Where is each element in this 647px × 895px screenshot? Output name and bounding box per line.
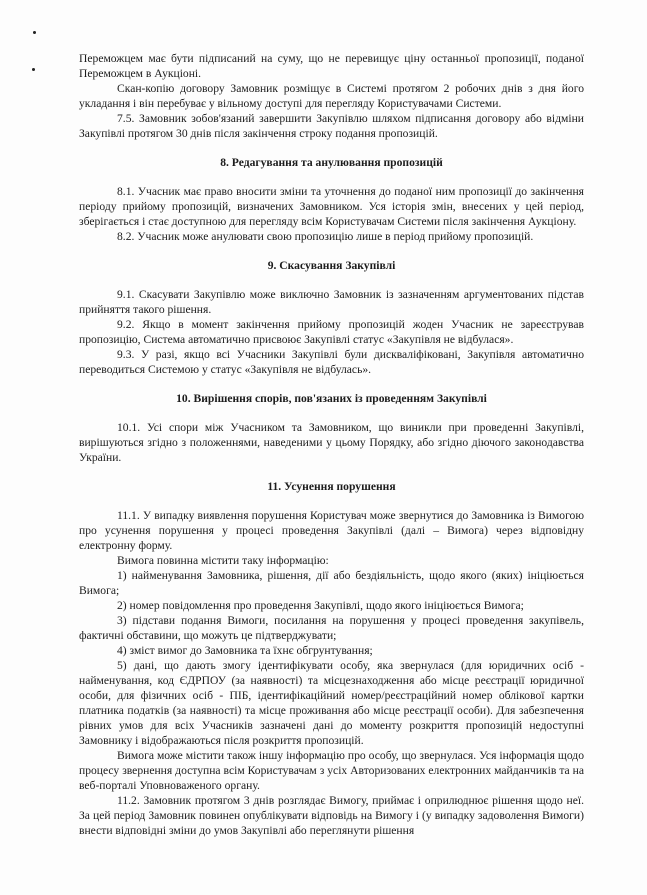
paragraph: 11.2. Замовник протягом 3 днів розглядає Вимогу, приймає і оприлюднює рішення щодо неї. За цей період Замовник повинен опублікувати відповідь на Вимогу і (у випадку задоволення Вимоги) внести відповідні зміни до умов Закупівлі або переглянути рішення — [79, 794, 584, 837]
list-item: 3) підстави подання Вимоги, посилання на порушення у процесі проведення закупівель, фактичні обставини, що можуть це підтверджувати; — [79, 614, 584, 642]
section-heading-8: 8. Редагування та анулювання пропозицій — [220, 156, 443, 169]
section-heading-11: 11. Усунення порушення — [267, 480, 396, 493]
scan-mark — [33, 31, 36, 34]
document-body — [79, 51, 584, 838]
paragraph: 9.3. У разі, якщо всі Учасники Закупівлі були дискваліфіковані, Закупівля автоматично переводиться Системою у статус «Закупівля не відбулась». — [79, 348, 584, 376]
list-item: 1) найменування Замовника, рішення, дії або бездіяльність, щодо якого (яких) ініціюється Вимога; — [79, 569, 584, 597]
paragraph: Переможцем має бути підписаний на суму, що не перевищує ціну останньої пропозиції, поданої Переможцем в Аукціоні. — [79, 52, 584, 80]
paragraph: Вимога може містити також іншу інформацію про особу, що звернулася. Уся інформація щодо процесу звернення доступна всім Користувачам з усіх Авторизованих електронних майданчиків та на веб-порталі Уповноваженого органу. — [79, 749, 584, 792]
section-heading-9: 9. Скасування Закупівлі — [267, 259, 396, 272]
paragraph: 10.1. Усі спори між Учасником та Замовником, що виникли при проведенні Закупівлі, вирішуються згідно з положеннями, наведеними у цьому Порядку, або згідно діючого законодавства України. — [79, 421, 584, 464]
paragraph: 9.2. Якщо в момент закінчення прийому пропозицій жоден Учасник не зареєстрував пропозицію, Система автоматично присвоює Закупівлі статус «Закупівля не відбулася». — [79, 318, 584, 346]
list-item: 2) номер повідомлення про проведення Закупівлі, щодо якого ініціюється Вимога; — [117, 599, 524, 612]
section-heading-10: 10. Вирішення спорів, пов'язаних із проведенням Закупівлі — [176, 392, 487, 405]
paragraph: 9.1. Скасувати Закупівлю може виключно Замовник із зазначенням аргументованих підстав прийняття такого рішення. — [79, 288, 584, 316]
scan-mark — [32, 68, 35, 71]
paragraph: Вимога повинна містити таку інформацію: — [117, 554, 329, 567]
paragraph: 11.1. У випадку виявлення порушення Користувач може звернутися до Замовника із Вимогою про усунення порушення у процесі проведення Закупівлі (далі – Вимога) через відповідну електронну форму. — [79, 509, 584, 552]
list-item: 4) зміст вимог до Замовника та їхнє обгрунтування; — [117, 644, 373, 657]
paragraph: 7.5. Замовник зобов'язаний завершити Закупівлю шляхом підписання договору або відміни Закупівлі протягом 30 днів після закінчення строку подання пропозицій. — [79, 112, 584, 140]
paragraph: Скан-копію договору Замовник розміщує в Системі протягом 2 робочих днів з дня його укладання і він перебуває у вільному доступі для перегляду Користувачами Системи. — [79, 82, 584, 110]
list-item: 5) дані, що дають змогу ідентифікувати особу, яка звернулася (для юридичних осіб - найменування, код ЄДРПОУ (за наявності) та місцезнаходження або місце реєстрації юридичної особи, для фізичних осіб - ПІБ, ідентифікаційний номер/реєстраційний номер облікової картки платника податків (за наявності) та місце проживання або місце реєстрації особи). Для забезпечення рівних умов для всіх Учасників зазначені дані до моменту розкриття пропозицій недоступні Замовнику і відображаються після розкриття пропозицій. — [79, 659, 584, 747]
paragraph: 8.2. Учасник може анулювати свою пропозицію лише в період прийому пропозицій. — [117, 230, 534, 243]
paragraph: 8.1. Учасник має право вносити зміни та уточнення до поданої ним пропозиції до закінчення періоду прийому пропозицій, визначених Замовником. Уся історія змін, внесених у цей період, зберігається і стає доступною для перегляду всім Користувачам Системи після закінчення Аукціону. — [79, 185, 584, 228]
